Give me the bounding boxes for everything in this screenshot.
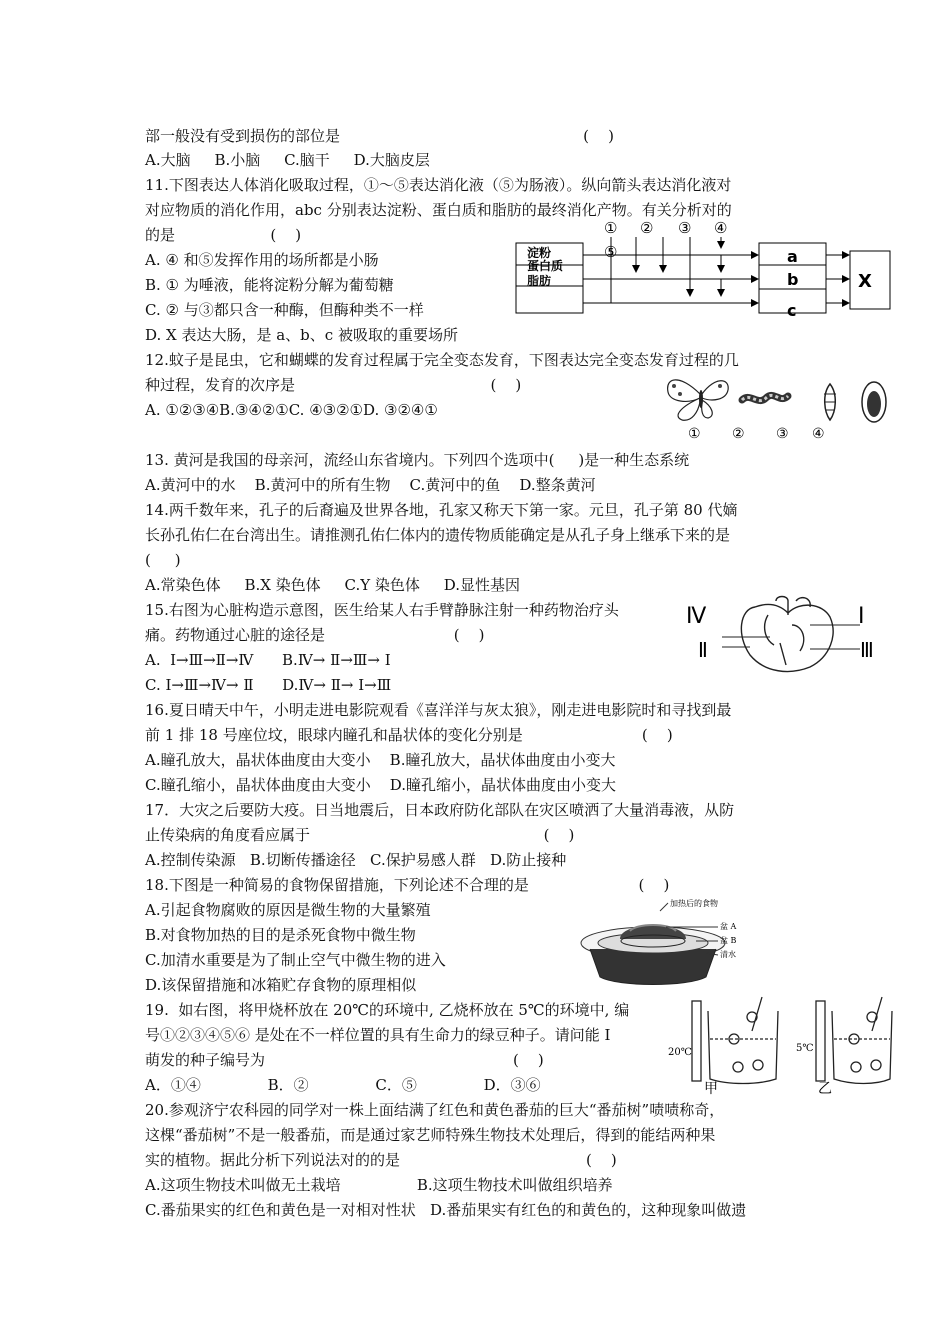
text-line: D.该保留措施和冰箱贮存食物的原理相似 xyxy=(145,976,417,994)
text-line: 这棵“番茄树”不是一般番茄，而是通过家艺师特殊生物技术处理后，得到的能结两种果 xyxy=(145,1126,716,1144)
food-label: 盆 A xyxy=(720,922,737,931)
product-label: b xyxy=(787,270,799,289)
nutrient-label: 蛋白质 xyxy=(527,259,564,273)
temperature-label: 5℃ xyxy=(796,1043,814,1054)
text-line: 18.下图是一种简易的食物保留措施，下列论述不合理的是 ( ) xyxy=(145,876,670,894)
text-line: 种过程，发育的次序是 ( ) xyxy=(145,376,522,394)
heart-label: Ⅲ xyxy=(860,638,874,662)
text-line: B. ① 为唾液，能将淀粉分解为葡萄糖 xyxy=(145,276,394,294)
product-label: a xyxy=(787,247,798,266)
text-line: A.控制传染源 B.切断传播途径 C.保护易感人群 D.防止接种 xyxy=(145,851,567,869)
text-line: A. Ⅰ→Ⅲ→Ⅱ→Ⅳ B.Ⅳ→ Ⅱ→Ⅲ→ Ⅰ xyxy=(145,651,391,669)
text-line: 对应物质的消化作用，abc 分别表达淀粉、蛋白质和脂肪的最终消化产物。有关分析对的 xyxy=(145,201,732,219)
text-line: 15.右图为心脏构造示意图，医生给某人右手臂静脉注射一种药物治疗头 xyxy=(145,601,619,619)
food-label: 加热后的食物 xyxy=(670,899,718,908)
text-line: 止传染病的角度看应属于 ( ) xyxy=(145,826,575,844)
insect-development-diagram xyxy=(660,372,900,444)
caterpillar-icon xyxy=(742,395,788,400)
food-label: 盆 B xyxy=(720,936,737,945)
heart-label: Ⅳ xyxy=(686,604,707,629)
result-label: X xyxy=(858,271,872,292)
pot-icon xyxy=(581,925,725,985)
stage-label: ④ xyxy=(812,426,825,442)
text-line: 19. 如右图，将甲烧杯放在 20℃的环境中, 乙烧杯放在 5℃的环境中, 编 xyxy=(145,1001,630,1019)
text-line: A.常染色体 B.X 染色体 C.Y 染色体 D.显性基因 xyxy=(145,576,521,594)
juice-label: ④ xyxy=(714,219,728,237)
text-line: 萌发的种子编号为 ( ) xyxy=(145,1051,544,1069)
juice-label: ③ xyxy=(678,219,692,237)
stage-label: ① xyxy=(688,426,701,442)
heart-icon xyxy=(741,597,833,672)
temperature-label: 20℃ xyxy=(668,1047,692,1058)
text-line: A.引起食物腐败的原因是微生物的大量繁殖 xyxy=(145,901,431,919)
text-line: 的是 ( ) xyxy=(145,226,302,244)
heart-diagram xyxy=(680,595,885,677)
text-line: 部一般没有受到损伤的部位是 ( ) xyxy=(145,127,614,145)
juice-label: ② xyxy=(640,219,654,237)
food-label: 清水 xyxy=(720,950,736,959)
text-line: A.瞳孔放大，晶状体曲度由大变小 B.瞳孔放大，晶状体曲度由小变大 xyxy=(145,751,616,769)
text-line: 实的植物。据此分析下列说法对的的是 ( ) xyxy=(145,1151,617,1169)
text-line: A.黄河中的水 B.黄河中的所有生物 C.黄河中的鱼 D.整条黄河 xyxy=(145,476,596,494)
text-line: A.大脑 B.小脑 C.脑干 D.大脑皮层 xyxy=(145,151,430,169)
beaker-label: 甲 xyxy=(704,1081,718,1095)
beaker-label: 乙 xyxy=(818,1081,832,1095)
digestion-diagram xyxy=(515,215,895,320)
product-label: c xyxy=(787,301,797,320)
text-line: C. Ⅰ→Ⅲ→Ⅳ→ Ⅱ D.Ⅳ→ Ⅱ→ Ⅰ→Ⅲ xyxy=(145,676,392,694)
beaker-icon xyxy=(692,997,778,1084)
food-preservation-diagram xyxy=(578,895,748,987)
text-line: 长孙孔佑仁在台湾出生。请推测孔佑仁体内的遗传物质能确定是从孔子身上继承下来的是 xyxy=(145,526,731,544)
text-line: A. ①②③④B.③④②①C. ④③②①D. ③②④① xyxy=(145,401,438,419)
text-line: C.番茄果实的红色和黄色是一对相对性状 D.番茄果实有红色的和黄色的，这种现象叫做遗 xyxy=(145,1201,747,1219)
text-line: 20.参观济宁农科园的同学对一株上面结满了红色和黄色番茄的巨大“番茄树”啧啧称奇， xyxy=(145,1101,725,1119)
text-line: 前 1 排 18 号座位坟，眼球内瞳孔和晶状体的变化分别是 ( ) xyxy=(145,726,673,744)
heart-label: Ⅰ xyxy=(858,604,865,629)
text-line: B.对食物加热的目的是杀死食物中微生物 xyxy=(145,926,416,944)
text-line: 12.蚊子是昆虫，它和蝴蝶的发育过程属于完全变态发育，下图表达完全变态发育过程的几 xyxy=(145,351,739,369)
text-line: 14.两千数年来，孔子的后裔遍及世界各地，孔家又称天下第一家。元旦，孔子第 80 代嫡 xyxy=(145,501,738,519)
heart-label: Ⅱ xyxy=(698,638,708,662)
text-line: 16.夏日晴天中午，小明走进电影院观看《喜洋洋与灰太狼》，刚走进电影院时和寻找到最 xyxy=(145,701,732,719)
text-line: A.这项生物技术叫做无土栽培 B.这项生物技术叫做组织培养 xyxy=(145,1176,613,1194)
text-line: C.加清水重要是为了制止空气中微生物的进入 xyxy=(145,951,446,969)
text-line: ( ) xyxy=(145,551,181,569)
beaker-diagram xyxy=(668,995,896,1095)
nutrient-label: 淀粉 xyxy=(527,246,552,260)
stage-label: ② xyxy=(732,426,745,442)
text-line: A．①④ B．② C．⑤ D．③⑥ xyxy=(145,1076,541,1094)
juice-label: ⑤ xyxy=(604,243,618,261)
cocoon-icon xyxy=(862,382,886,422)
stage-label: ③ xyxy=(776,426,789,442)
text-line: D. X 表达大肠，是 a、b、c 被吸取的重要场所 xyxy=(145,326,458,344)
juice-label: ① xyxy=(604,219,618,237)
text-line: 号①②③④⑤⑥ 是处在不一样位置的具有生命力的绿豆种子。请问能 I xyxy=(145,1026,611,1044)
beaker-icon xyxy=(816,997,892,1084)
text-line: 17．大灾之后要防大疫。日当地震后，日本政府防化部队在灾区喷洒了大量消毒液，从防 xyxy=(145,801,735,819)
text-line: C.瞳孔缩小，晶状体曲度由大变小 D.瞳孔缩小，晶状体曲度由小变大 xyxy=(145,776,617,794)
text-line: 痛。药物通过心脏的途径是 ( ) xyxy=(145,626,485,644)
text-line: 11.下图表达人体消化吸取过程，①～⑤表达消化液（⑤为肠液）。纵向箭头表达消化液对 xyxy=(145,176,732,194)
pupa-icon xyxy=(824,384,836,420)
butterfly-icon xyxy=(668,380,729,420)
text-line: 13. 黄河是我国的母亲河，流经山东省境内。下列四个选项中( )是一种生态系统 xyxy=(145,451,690,469)
text-line: A. ④ 和⑤发挥作用的场所都是小肠 xyxy=(145,251,379,269)
text-line: C. ② 与③都只含一种酶，但酶种类不一样 xyxy=(145,301,424,319)
nutrient-label: 脂肪 xyxy=(527,274,552,288)
